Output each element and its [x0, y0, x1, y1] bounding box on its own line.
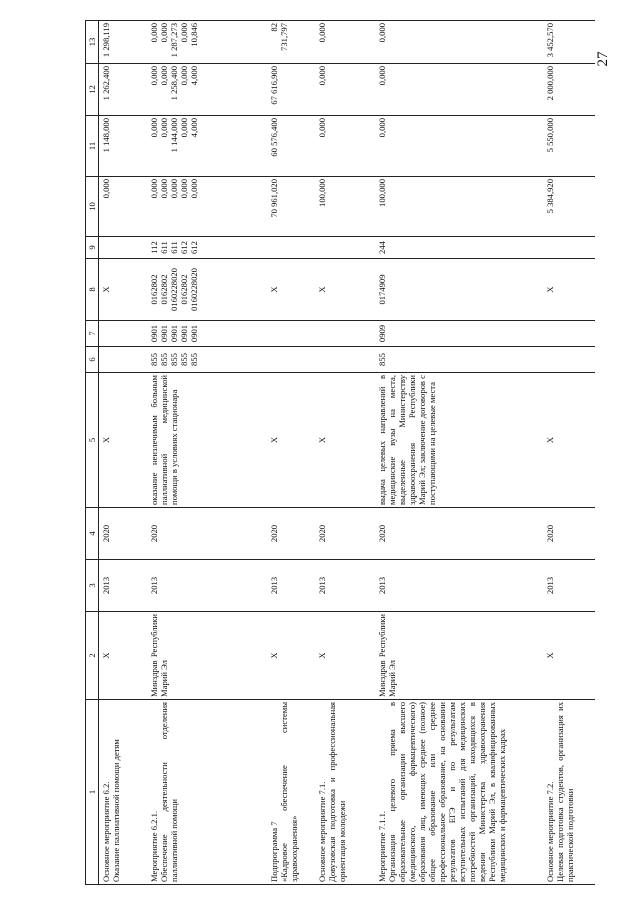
csr-code: X [267, 259, 315, 321]
value-col10: 70 961,020 [267, 177, 315, 237]
expected-result: X [267, 373, 315, 508]
activity-name: Основное мероприятие 6.2. Оказание паллиативной помощи детям [99, 700, 147, 885]
activity-name: Основное мероприятие 7.2. Целевая подготовка студентов, организация их практической подготовки [543, 700, 595, 885]
value-col12: 2 000,000 [543, 64, 595, 116]
start-year: 2013 [315, 560, 375, 612]
rotated-table-container [85, 23, 595, 885]
executor: Минздрав Республики Марий Эл [147, 612, 267, 700]
value-col10: 100,000 [315, 177, 375, 237]
end-year: 2020 [543, 508, 595, 560]
rzpr-code [267, 321, 315, 347]
csr-code: X [315, 259, 375, 321]
vr-code: 112 611 611 612 612 [147, 237, 267, 259]
value-col13: 0,000 0,000 1 287,273 0,000 10,846 [147, 21, 267, 64]
activity-name: Подпрограмма 7 «Кадровое обеспечение системы здравоохранения» [267, 700, 315, 885]
start-year: 2013 [267, 560, 315, 612]
rzpr-code [99, 321, 147, 347]
executor: X [543, 612, 595, 700]
grbs-code: 855 855 855 855 855 [147, 347, 267, 373]
executor: X [99, 612, 147, 700]
column-header: 8 [86, 259, 99, 321]
rzpr-code: 0909 [375, 321, 543, 347]
column-header: 9 [86, 237, 99, 259]
column-header: 11 [86, 116, 99, 177]
column-header: 4 [86, 508, 99, 560]
end-year: 2020 [147, 508, 267, 560]
grbs-code [315, 347, 375, 373]
expected-result: оказание неизлечимым больным паллиативной медицинской помощи в условиях стационара [147, 373, 267, 508]
value-col11: 1 148,000 [99, 116, 147, 177]
column-header: 3 [86, 560, 99, 612]
table-row [267, 21, 315, 885]
value-col10: 5 384,920 [543, 177, 595, 237]
value-col12: 1 262,400 [99, 64, 147, 116]
value-col11: 0,000 [375, 116, 543, 177]
table-row [147, 21, 267, 885]
vr-code [99, 237, 147, 259]
executor: X [267, 612, 315, 700]
table-row [315, 21, 375, 885]
value-col12: 67 616,900 [267, 64, 315, 116]
grbs-code [267, 347, 315, 373]
table-row [543, 21, 595, 885]
vr-code [267, 237, 315, 259]
value-col11: 0,000 [315, 116, 375, 177]
value-col10: 100,000 [375, 177, 543, 237]
csr-code: 0174909 [375, 259, 543, 321]
start-year: 2013 [99, 560, 147, 612]
value-col12: 0,000 [315, 64, 375, 116]
column-header: 1 [86, 700, 99, 885]
rzpr-code [315, 321, 375, 347]
start-year: 2013 [375, 560, 543, 612]
column-header: 2 [86, 612, 99, 700]
budget-table [85, 20, 595, 885]
value-col11: 60 576,400 [267, 116, 315, 177]
executor: X [315, 612, 375, 700]
value-col12: 0,000 [375, 64, 543, 116]
end-year: 2020 [267, 508, 315, 560]
start-year: 2013 [147, 560, 267, 612]
column-header: 7 [86, 321, 99, 347]
grbs-code [99, 347, 147, 373]
value-col13: 0,000 [375, 21, 543, 64]
value-col13: 82 731,797 [267, 21, 315, 64]
rzpr-code [543, 321, 595, 347]
executor: Минздрав Республики Марий Эл [375, 612, 543, 700]
expected-result: X [99, 373, 147, 508]
header-row [86, 21, 99, 885]
column-header: 12 [86, 64, 99, 116]
column-header: 10 [86, 177, 99, 237]
value-col10: 0,000 0,000 0,000 0,000 0,000 [147, 177, 267, 237]
end-year: 2020 [375, 508, 543, 560]
table-row [99, 21, 147, 885]
column-header: 6 [86, 347, 99, 373]
value-col12: 0,000 0,000 1 258,400 0,000 4,000 [147, 64, 267, 116]
end-year: 2020 [315, 508, 375, 560]
column-header: 5 [86, 373, 99, 508]
expected-result: X [315, 373, 375, 508]
grbs-code: 855 [375, 347, 543, 373]
rzpr-code: 0901 0901 0901 0901 0901 [147, 321, 267, 347]
table-row [375, 21, 543, 885]
activity-name: Основное мероприятие 7.1. Довузовская подготовка и профессиональная ориентация молодежи [315, 700, 375, 885]
expected-result: X [543, 373, 595, 508]
value-col13: 3 452,570 [543, 21, 595, 64]
value-col13: 1 298,119 [99, 21, 147, 64]
activity-name: Мероприятие 7.1.1. Организация целевого приема в образовательные организации высшего (медицинского, фармацевтического) образования лиц, имеющих среднее (полное) общее образование или среднее профессиональное образование, на основании результатов ЕГЭ и по результатам вступительных испытаний для медицинских потребностей организаций, находящихся в ведении Министерства здравоохранения Республики Марий Эл, в квалифицированных медицинских и фармацевтических кадрах [375, 700, 543, 885]
value-col13: 0,000 [315, 21, 375, 64]
csr-code: 0162802 0162802 0160228020 0162802 0160228020 [147, 259, 267, 321]
vr-code [543, 237, 595, 259]
page-number: 27 [595, 51, 611, 67]
vr-code [315, 237, 375, 259]
expected-result: выдача целевых направлений в медицинские вузы на места, выделенные Министерству здравоохранения Республики Марий Эл; заключение договоров с поступающими на целевые места [375, 373, 543, 508]
csr-code: X [99, 259, 147, 321]
value-col11: 5 550,000 [543, 116, 595, 177]
value-col11: 0,000 0,000 1 144,000 0,000 4,000 [147, 116, 267, 177]
activity-name: Мероприятие 6.2.1. Обеспечение деятельности отделения паллиативной помощи [147, 700, 267, 885]
grbs-code [543, 347, 595, 373]
vr-code: 244 [375, 237, 543, 259]
value-col10: 0,000 [99, 177, 147, 237]
csr-code: X [543, 259, 595, 321]
end-year: 2020 [99, 508, 147, 560]
column-header: 13 [86, 21, 99, 64]
start-year: 2013 [543, 560, 595, 612]
